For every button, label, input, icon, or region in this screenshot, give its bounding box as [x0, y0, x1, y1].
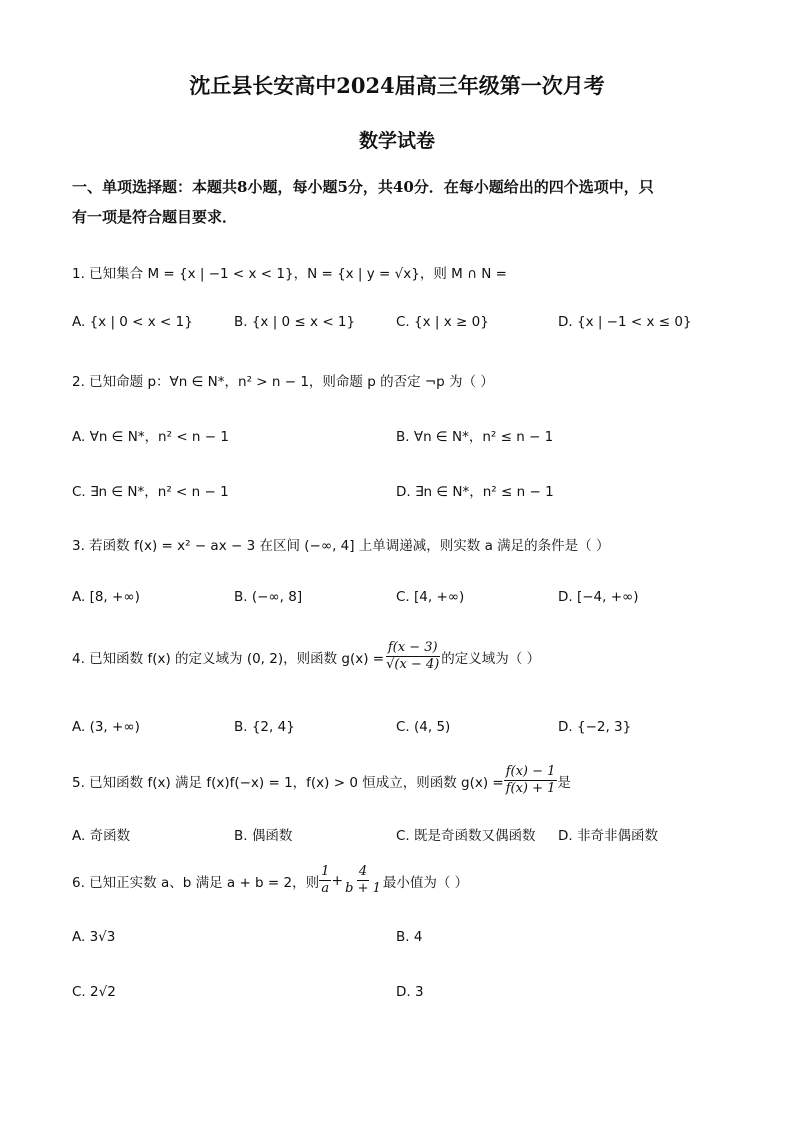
- question-5-option-d: D. 非奇非偶函数: [558, 828, 658, 844]
- question-4-fraction-numerator: f(x − 3): [387, 640, 438, 655]
- question-4-stem-post: 的定义域为（ ）: [441, 650, 541, 667]
- question-6-plus: +: [331, 872, 344, 889]
- question-6-stem: [72, 864, 468, 897]
- question-4-option-a: A. (3, +∞): [72, 719, 140, 735]
- question-6-option-c: C. 2√2: [72, 984, 116, 1000]
- question-2-option-a: A. ∀n ∈ N*，n² < n − 1: [72, 429, 229, 445]
- question-4-option-d: D. {−2, 3}: [558, 719, 632, 735]
- section-heading-line2: 有一项是符合题目要求．: [72, 208, 238, 226]
- exam-title: 沈丘县长安高中2024届高三年级第一次月考: [189, 73, 605, 98]
- question-1-option-a: A. {x | 0 < x < 1}: [72, 314, 193, 330]
- section-heading-line1: 一、单项选择题：本题共8小题，每小题5分，共40分．在每小题给出的四个选项中，只: [72, 178, 654, 196]
- question-1-option-d: D. {x | −1 < x ≤ 0}: [558, 314, 692, 330]
- question-4-option-c: C. (4, 5): [396, 719, 451, 735]
- question-1-option-b: B. {x | 0 ≤ x < 1}: [234, 314, 356, 330]
- question-3-option-c: C. [4, +∞): [396, 589, 465, 605]
- exam-subtitle: 数学试卷: [358, 130, 435, 152]
- question-6-fraction-2: [343, 864, 383, 897]
- question-1-stem: 1. 已知集合 M = {x | −1 < x < 1}，N = {x | y = √x}，则 M ∩ N =: [72, 266, 507, 282]
- question-5-fraction-numerator: f(x) − 1: [505, 764, 556, 779]
- question-6-option-a: A. 3√3: [72, 929, 116, 945]
- question-5-option-b: B. 偶函数: [234, 828, 293, 844]
- question-2-option-c: C. ∃n ∈ N*，n² < n − 1: [72, 484, 229, 500]
- question-5-fraction: [504, 764, 558, 797]
- question-2-option-b: B. ∀n ∈ N*，n² ≤ n − 1: [396, 429, 554, 445]
- question-3-stem: 3. 若函数 f(x) = x² − ax − 3 在区间 (−∞, 4] 上单调递减，则实数 a 满足的条件是（ ）: [72, 538, 610, 554]
- question-6-fraction-1-denominator: a: [321, 881, 330, 896]
- question-3-option-b: B. (−∞, 8]: [234, 589, 303, 605]
- question-4-option-b: B. {2, 4}: [234, 719, 295, 735]
- question-5-stem-post: 是: [557, 774, 571, 791]
- question-6-fraction-1-numerator: 1: [321, 864, 330, 879]
- question-6-stem-pre: 6. 已知正实数 a、b 满足 a + b = 2，则: [72, 874, 320, 891]
- question-6-fraction-1: [319, 864, 331, 897]
- question-6-stem-post: 最小值为（ ）: [382, 874, 469, 891]
- question-4-stem: [72, 640, 540, 673]
- question-5-stem-pre: 5. 已知函数 f(x) 满足 f(x)f(−x) = 1，f(x) > 0 恒成立，则函数 g(x) =: [72, 774, 504, 791]
- question-5-stem: [72, 764, 571, 797]
- question-5-fraction-denominator: f(x) + 1: [505, 781, 556, 796]
- question-6-option-d: D. 3: [396, 984, 424, 1000]
- question-4-fraction: [384, 640, 441, 673]
- question-5-option-a: A. 奇函数: [72, 828, 131, 844]
- question-5-option-c: C. 既是奇函数又偶函数: [396, 828, 536, 844]
- question-2-stem: 2. 已知命题 p：∀n ∈ N*，n² > n − 1，则命题 p 的否定 ¬p 为（ ）: [72, 374, 494, 390]
- question-6-fraction-2-numerator: 4: [358, 864, 368, 879]
- question-4-fraction-denominator: √(x − 4): [386, 657, 440, 672]
- question-6-option-b: B. 4: [396, 929, 423, 945]
- question-6-fraction-2-denominator: b + 1: [345, 881, 381, 896]
- question-1-option-c: C. {x | x ≥ 0}: [396, 314, 489, 330]
- question-2-option-d: D. ∃n ∈ N*，n² ≤ n − 1: [396, 484, 554, 500]
- question-3-option-d: D. [−4, +∞): [558, 589, 639, 605]
- question-4-stem-pre: 4. 已知函数 f(x) 的定义域为 (0, 2)，则函数 g(x) =: [72, 650, 385, 667]
- question-3-option-a: A. [8, +∞): [72, 589, 140, 605]
